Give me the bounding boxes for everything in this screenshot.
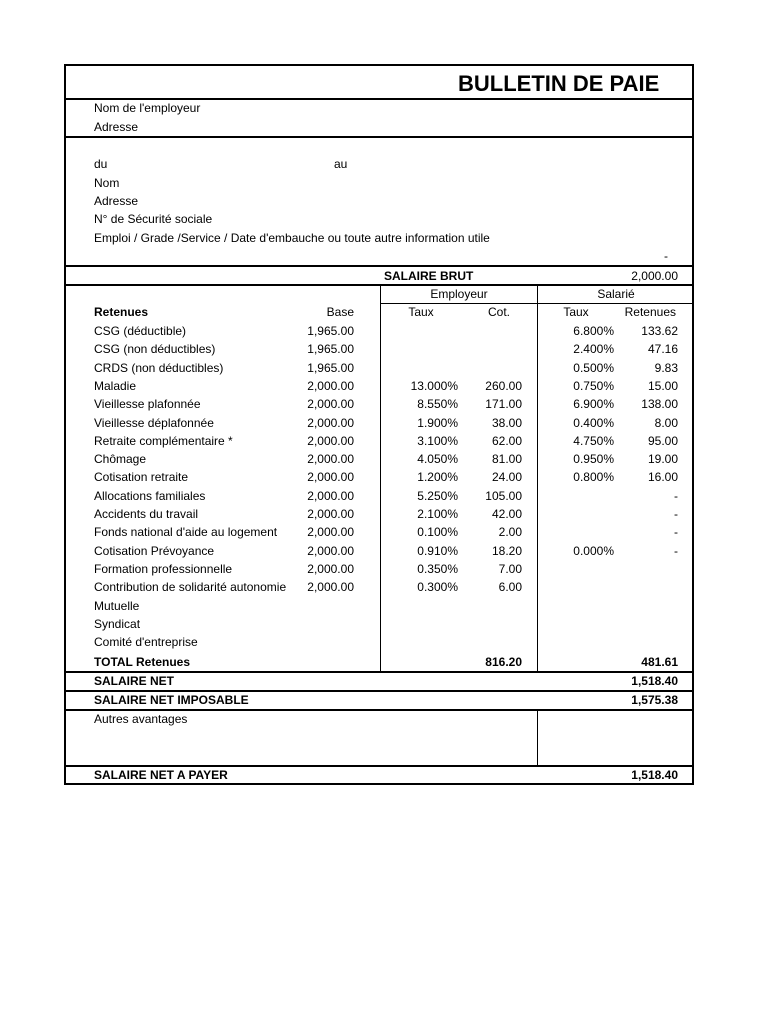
employer-contribution-header: Cot. bbox=[487, 305, 510, 319]
row-employer-contribution: 6.00 bbox=[498, 580, 522, 594]
row-employee-rate: 0.750% bbox=[573, 379, 614, 393]
net-pay-label: SALAIRE NET A PAYER bbox=[94, 768, 228, 782]
row-label: Contribution de solidarité autonomie bbox=[94, 580, 287, 594]
row-label: Comité d'entreprise bbox=[94, 635, 198, 649]
row-employer-contribution: 24.00 bbox=[491, 470, 522, 484]
row-employer-contribution: 18.20 bbox=[491, 544, 522, 558]
row-employee-rate: 6.900% bbox=[573, 397, 614, 411]
row-base: 2,000.00 bbox=[307, 580, 354, 594]
period-to-label: au bbox=[334, 157, 348, 171]
row-label: Accidents du travail bbox=[94, 507, 199, 521]
row-label: CSG (non déductibles) bbox=[94, 342, 216, 356]
row-employee-deduction: 9.83 bbox=[654, 361, 678, 375]
row-base: 2,000.00 bbox=[307, 452, 354, 466]
employee-address-label: Adresse bbox=[94, 194, 139, 208]
row-employee-deduction: - bbox=[674, 544, 678, 558]
employer-rate-header: Taux bbox=[408, 305, 434, 319]
row-employee-deduction: 95.00 bbox=[647, 434, 678, 448]
row-employer-contribution: 2.00 bbox=[498, 525, 522, 539]
row-employee-rate: 4.750% bbox=[573, 434, 614, 448]
row-employee-deduction: 19.00 bbox=[647, 452, 678, 466]
row-employer-contribution: 171.00 bbox=[485, 397, 522, 411]
employer-address-label: Adresse bbox=[94, 120, 139, 134]
row-label: Mutuelle bbox=[94, 599, 140, 613]
row-employer-contribution: 42.00 bbox=[491, 507, 522, 521]
row-employee-deduction: 16.00 bbox=[647, 470, 678, 484]
row-employee-rate: 6.800% bbox=[573, 324, 614, 338]
row-label: Maladie bbox=[94, 379, 137, 393]
employer-name-label: Nom de l'employeur bbox=[94, 101, 201, 115]
row-label: Cotisation Prévoyance bbox=[94, 544, 215, 558]
employer-header: Employeur bbox=[430, 287, 488, 301]
row-base: 2,000.00 bbox=[307, 489, 354, 503]
job-info-label: Emploi / Grade /Service / Date d'embauche ou toute autre information utile bbox=[94, 231, 490, 245]
employee-name-label: Nom bbox=[94, 176, 120, 190]
row-employer-rate: 2.100% bbox=[417, 507, 458, 521]
column-separator bbox=[537, 284, 538, 671]
net-salary-value: 1,518.40 bbox=[631, 674, 678, 688]
row-employer-contribution: 81.00 bbox=[491, 452, 522, 466]
row-base: 2,000.00 bbox=[307, 525, 354, 539]
other-benefits-label: Autres avantages bbox=[94, 712, 188, 726]
row-employee-deduction: - bbox=[674, 507, 678, 521]
row-base: 2,000.00 bbox=[307, 470, 354, 484]
row-base: 2,000.00 bbox=[307, 507, 354, 521]
row-employer-rate: 0.300% bbox=[417, 580, 458, 594]
row-employer-rate: 13.000% bbox=[410, 379, 458, 393]
row-label: Vieillesse déplafonnée bbox=[94, 416, 214, 430]
row-employee-deduction: 47.16 bbox=[647, 342, 678, 356]
row-employer-rate: 1.200% bbox=[417, 470, 458, 484]
row-employer-rate: 8.550% bbox=[417, 397, 458, 411]
column-separator bbox=[537, 709, 538, 765]
gross-salary-value: 2,000.00 bbox=[631, 269, 678, 283]
column-separator bbox=[380, 284, 381, 671]
row-base: 1,965.00 bbox=[307, 342, 354, 356]
row-label: Fonds national d'aide au logement bbox=[94, 525, 278, 539]
divider bbox=[66, 136, 692, 138]
row-base: 2,000.00 bbox=[307, 562, 354, 576]
deductions-header: Retenues bbox=[94, 305, 149, 319]
row-employer-contribution: 105.00 bbox=[485, 489, 522, 503]
row-employer-contribution: 7.00 bbox=[498, 562, 522, 576]
total-employer-value: 816.20 bbox=[485, 655, 522, 669]
row-employer-contribution: 38.00 bbox=[491, 416, 522, 430]
net-salary-label: SALAIRE NET bbox=[94, 674, 175, 688]
row-employer-rate: 1.900% bbox=[417, 416, 458, 430]
row-employee-deduction: 8.00 bbox=[654, 416, 678, 430]
row-employer-contribution: 260.00 bbox=[485, 379, 522, 393]
social-security-label: N° de Sécurité sociale bbox=[94, 212, 213, 226]
net-taxable-label: SALAIRE NET IMPOSABLE bbox=[94, 693, 249, 707]
row-employer-rate: 4.050% bbox=[417, 452, 458, 466]
net-taxable-value: 1,575.38 bbox=[631, 693, 678, 707]
row-employer-rate: 0.350% bbox=[417, 562, 458, 576]
row-employee-rate: 0.800% bbox=[573, 470, 614, 484]
row-employee-rate: 0.000% bbox=[573, 544, 614, 558]
period-from-label: du bbox=[94, 157, 108, 171]
employee-deduction-header: Retenues bbox=[624, 305, 676, 319]
total-employee-value: 481.61 bbox=[641, 655, 678, 669]
row-base: 2,000.00 bbox=[307, 434, 354, 448]
row-base: 2,000.00 bbox=[307, 416, 354, 430]
net-pay-value: 1,518.40 bbox=[631, 768, 678, 782]
row-employee-deduction: - bbox=[674, 525, 678, 539]
row-label: CRDS (non déductibles) bbox=[94, 361, 224, 375]
total-deductions-label: TOTAL Retenues bbox=[94, 655, 191, 669]
row-label: Allocations familiales bbox=[94, 489, 206, 503]
row-label: Formation professionnelle bbox=[94, 562, 233, 576]
row-employee-rate: 2.400% bbox=[573, 342, 614, 356]
row-base: 1,965.00 bbox=[307, 361, 354, 375]
employee-rate-header: Taux bbox=[563, 305, 589, 319]
row-base: 1,965.00 bbox=[307, 324, 354, 338]
document-title: BULLETIN DE PAIE bbox=[458, 71, 660, 96]
row-base: 2,000.00 bbox=[307, 379, 354, 393]
row-label: Syndicat bbox=[94, 617, 141, 631]
row-employee-deduction: 138.00 bbox=[641, 397, 678, 411]
row-employer-rate: 0.100% bbox=[417, 525, 458, 539]
employee-header: Salarié bbox=[597, 287, 635, 301]
row-employer-contribution: 62.00 bbox=[491, 434, 522, 448]
row-employee-deduction: - bbox=[674, 489, 678, 503]
base-header: Base bbox=[326, 305, 354, 319]
row-employee-deduction: 15.00 bbox=[647, 379, 678, 393]
payslip bbox=[64, 64, 694, 785]
gross-salary-label: SALAIRE BRUT bbox=[384, 269, 474, 283]
row-label: CSG (déductible) bbox=[94, 324, 187, 338]
row-employer-rate: 3.100% bbox=[417, 434, 458, 448]
row-base: 2,000.00 bbox=[307, 397, 354, 411]
row-label: Vieillesse plafonnée bbox=[94, 397, 201, 411]
row-label: Retraite complémentaire * bbox=[94, 434, 233, 448]
row-employee-deduction: 133.62 bbox=[641, 324, 678, 338]
row-base: 2,000.00 bbox=[307, 544, 354, 558]
row-employee-rate: 0.950% bbox=[573, 452, 614, 466]
row-employee-rate: 0.400% bbox=[573, 416, 614, 430]
job-info-dash: - bbox=[664, 249, 668, 263]
row-label: Cotisation retraite bbox=[94, 470, 189, 484]
row-employee-rate: 0.500% bbox=[573, 361, 614, 375]
divider bbox=[66, 265, 692, 267]
row-employer-rate: 5.250% bbox=[417, 489, 458, 503]
row-label: Chômage bbox=[94, 452, 147, 466]
row-employer-rate: 0.910% bbox=[417, 544, 458, 558]
